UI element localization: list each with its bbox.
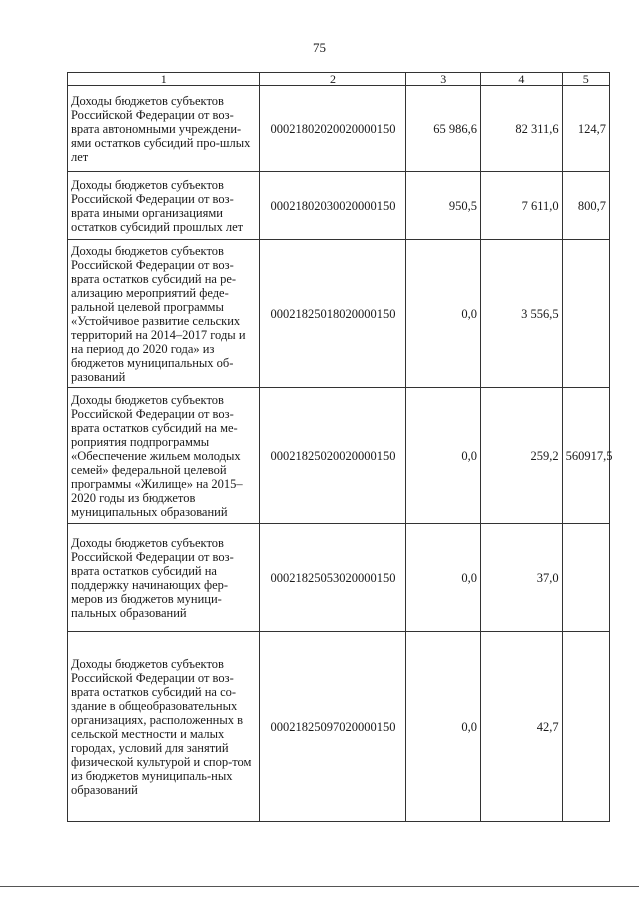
page-number: 75	[313, 40, 326, 55]
table-row	[68, 86, 610, 172]
income-name-cell: Доходы бюджетов субъектов Российской Федерации от воз-врата иными организациями остатков субсидий прошлых лет	[68, 172, 260, 240]
column-header-2: 2	[260, 73, 406, 86]
income-name-cell: Доходы бюджетов субъектов Российской Федерации от воз-врата остатков субсидий на ме-роприятия подпрограммы «Обеспечение жильем молодых семей» федеральной целевой программы «Жилище» на 2015–2020 годы из бюджетов муниципальных образований	[68, 388, 260, 524]
table-row	[68, 172, 610, 240]
value-col4-cell: 7 611,0	[481, 172, 563, 240]
income-name-cell: Доходы бюджетов субъектов Российской Федерации от воз-врата остатков субсидий на ре-ализацию мероприятий феде-ральной целевой программы «Устойчивое развитие сельских территорий на 2014–2017 годы и на период до 2020 года» из бюджетов муниципальных об-разований	[68, 240, 260, 388]
table-header-row	[68, 73, 610, 86]
budget-code-cell: 00021825053020000150	[260, 524, 406, 632]
budget-code-cell: 00021802020020000150	[260, 86, 406, 172]
value-col4-cell: 82 311,6	[481, 86, 563, 172]
value-col4-cell: 3 556,5	[481, 240, 563, 388]
income-name-cell: Доходы бюджетов субъектов Российской Федерации от воз-врата остатков субсидий на со-здание в общеобразовательных организациях, расположенных в сельской местности и малых городах, условий для занятий физической культурой и спор-том из бюджетов муниципаль-ных образований	[68, 632, 260, 822]
value-col5-cell	[562, 240, 609, 388]
value-col3-cell: 65 986,6	[406, 86, 481, 172]
table-row	[68, 524, 610, 632]
column-header-4: 4	[481, 73, 563, 86]
income-name-cell: Доходы бюджетов субъектов Российской Федерации от воз-врата автономными учреждени-ями остатков субсидий про-шлых лет	[68, 86, 260, 172]
income-name-cell: Доходы бюджетов субъектов Российской Федерации от воз-врата остатков субсидий на поддержку начинающих фер-меров из бюджетов муници-пальных образований	[68, 524, 260, 632]
value-col5-cell: 560917,5	[562, 388, 609, 524]
value-col5-cell	[562, 632, 609, 822]
value-col5-cell	[562, 524, 609, 632]
budget-table	[67, 72, 613, 822]
value-col3-cell: 0,0	[406, 632, 481, 822]
table-row	[68, 388, 610, 524]
column-header-1: 1	[68, 73, 260, 86]
table-row	[68, 632, 610, 822]
column-header-3: 3	[406, 73, 481, 86]
budget-code-cell: 00021825018020000150	[260, 240, 406, 388]
budget-code-cell: 00021825097020000150	[260, 632, 406, 822]
value-col4-cell: 37,0	[481, 524, 563, 632]
value-col3-cell: 0,0	[406, 388, 481, 524]
budget-code-cell: 00021825020020000150	[260, 388, 406, 524]
value-col3-cell: 950,5	[406, 172, 481, 240]
value-col3-cell: 0,0	[406, 524, 481, 632]
budget-code-cell: 00021802030020000150	[260, 172, 406, 240]
value-col5-cell: 124,7	[562, 86, 609, 172]
value-col5-cell: 800,7	[562, 172, 609, 240]
value-col4-cell: 259,2	[481, 388, 563, 524]
value-col3-cell: 0,0	[406, 240, 481, 388]
value-col4-cell: 42,7	[481, 632, 563, 822]
column-header-5: 5	[562, 73, 609, 86]
page-bottom-rule	[0, 886, 639, 887]
table-row	[68, 240, 610, 388]
